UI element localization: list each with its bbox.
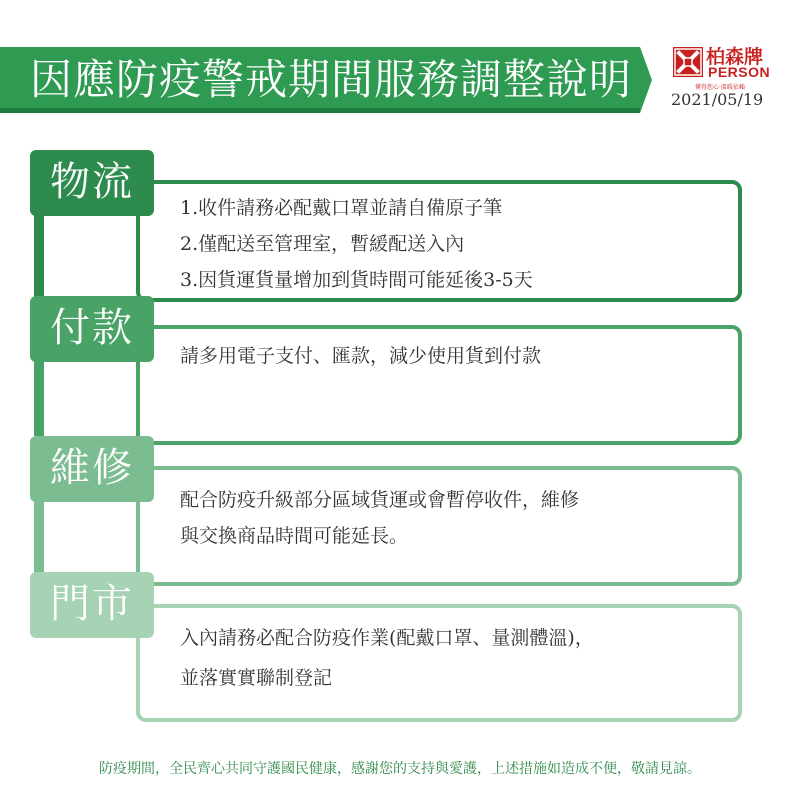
section-payment-tag: 付款 xyxy=(30,296,154,362)
section-logistics-tag: 物流 xyxy=(30,150,154,216)
section-repair-line: 與交換商品時間可能延長。 xyxy=(180,525,409,547)
section-repair-line: 配合防疫升級部分區域貨運或會暫停收件，維修 xyxy=(180,489,580,511)
section-repair-connector xyxy=(34,496,44,576)
section-logistics-line: 2.僅配送至管理室，暫緩配送入內 xyxy=(180,233,465,255)
section-logistics-line: 1.收件請務必配戴口罩並請自備原子筆 xyxy=(180,197,503,219)
header-stripe xyxy=(0,108,640,113)
section-store-tag: 門市 xyxy=(30,572,154,638)
section-payment-connector xyxy=(34,356,44,436)
logo-slogan: 懂得您心·溫暖依賴 xyxy=(695,84,745,91)
date-label: 2021/05/19 xyxy=(671,90,764,109)
section-store-line: 並落實實聯制登記 xyxy=(180,667,333,689)
footer-note: 防疫期間，全民齊心共同守護國民健康，感謝您的支持與愛護，上述措施如造成不便，敬請見諒。 xyxy=(99,761,701,777)
section-logistics-line: 3.因貨運貨量增加到貨時間可能延後3-5天 xyxy=(180,269,533,291)
section-logistics-connector xyxy=(34,210,44,302)
section-payment-line: 請多用電子支付、匯款，減少使用貨到付款 xyxy=(180,345,542,367)
logo-name: 柏森牌 xyxy=(706,46,764,68)
page-title: 因應防疫警戒期間服務調整說明 xyxy=(30,55,633,104)
logo-icon xyxy=(673,47,703,77)
section-store-line: 入內請務必配合防疫作業(配戴口罩、量測體溫)， xyxy=(180,627,594,649)
logo-en: PERSON xyxy=(708,64,771,80)
section-repair-tag: 維修 xyxy=(30,436,154,502)
